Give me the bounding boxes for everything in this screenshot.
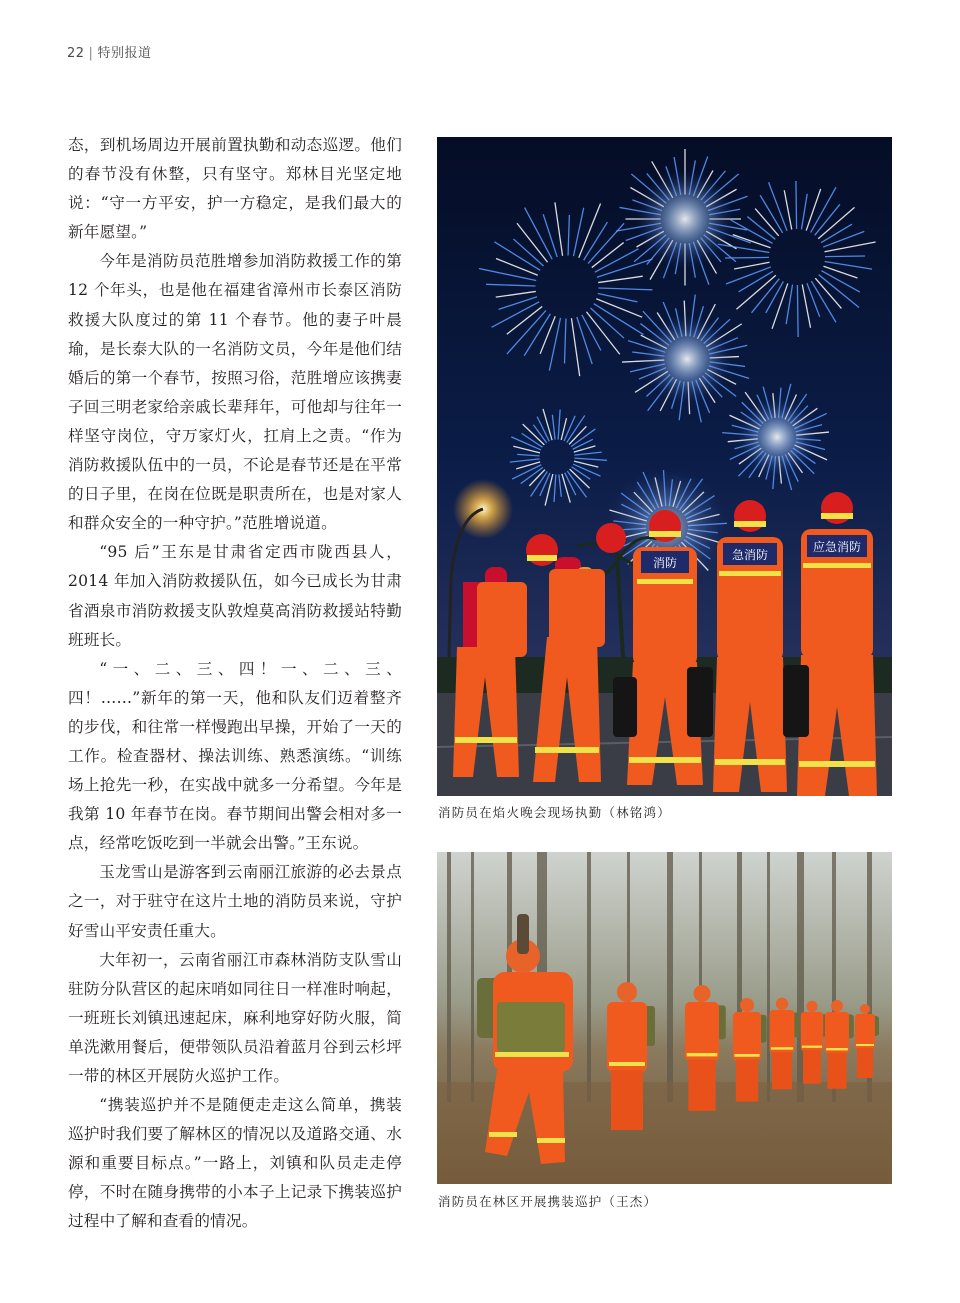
photo-caption-fireworks: 消防员在焰火晚会现场执勤（林铭鸿） xyxy=(438,805,671,820)
vest-label: 消防 xyxy=(652,556,678,570)
article-paragraph: 今年是消防员范胜增参加消防救援工作的第 12 个年头，也是他在福建省漳州市长泰区消防救援大队度过的第 11 个春节。他的妻子叶晨瑜，是长泰大队的一名消防文员，今年是他们结婚后的第一个春节，按照习俗，范胜增应该携妻子回三明老家给亲戚长辈拜年，可他却与往年一样坚守岗位，守万家灯火，扛肩上之责。“作为消防救援队伍中的一员，不论是春节还是在平常的日子里，在岗在位既是职责所在，也是对家人和群众安全的一种守护。”范胜增说道。 xyxy=(68,252,402,533)
firework-spark xyxy=(796,181,797,229)
tree-trunk xyxy=(767,852,770,1102)
article-paragraph: “95 后”王东是甘肃省定西市陇西县人，2014 年加入消防救援队伍，如今已成长为甘肃省酒泉市消防救援支队敦煌莫高消防救援站特勤班班长。 xyxy=(68,543,402,649)
tree-trunk xyxy=(447,852,451,1102)
header-divider: | xyxy=(88,46,94,61)
article-paragraph: 大年初一，云南省丽江市森林消防支队雪山驻防分队营区的起床哨如同往日一样准时响起，一班班长刘镇迅速起床，麻利地穿好防火服，简单洗漱用餐后，便带领队员沿着蓝月谷到云杉坪一带的林区开展防火巡护工作。 xyxy=(68,950,402,1085)
article-paragraph: “一、二、三、四！一、二、三、四！……”新年的第一天，他和队友们迈着整齐的步伐，和往常一样慢跑出早操，开始了一天的工作。检查器材、操法训练、熟悉演练。“训练场上抢先一秒，在实战中就多一分希望。今年是我第 10 年春节在岗。春节期间出警会相对多一点，经常吃饭吃到一半就会出警。”王东说。 xyxy=(68,659,402,853)
tree-trunk xyxy=(797,852,804,1102)
fireworks-duty-photo xyxy=(437,137,892,796)
article-paragraph: 态，到机场周边开展前置执勤和动态巡逻。他们的春节没有休整，只有坚守。郑林目光坚定地说：“守一方平安，护一方稳定，是我们最大的新年愿望。” xyxy=(68,136,402,242)
page-header xyxy=(67,42,151,61)
forest-patrol-photo xyxy=(437,852,892,1184)
section-title: 特别报道 xyxy=(97,46,152,61)
photo-caption-forest: 消防员在林区开展携装巡护（王杰） xyxy=(438,1194,658,1209)
tree-trunk xyxy=(471,852,474,1102)
firework-spark xyxy=(825,256,865,257)
article-body xyxy=(68,131,402,1237)
vest-label: 急消防 xyxy=(731,548,769,562)
firework-spark xyxy=(797,285,798,337)
tree-trunk xyxy=(587,852,591,1102)
vest-label: 应急消防 xyxy=(812,540,862,554)
tree-trunk xyxy=(667,852,673,1102)
page-number: 22 xyxy=(67,46,85,61)
article-paragraph: “携装巡护并不是随便走走这么简单，携装巡护时我们要了解林区的情况以及道路交通、水源和重要目标点。”一路上，刘镇和队员走走停停，不时在随身携带的小本子上记录下携装巡护过程中了解和查看的情况。 xyxy=(68,1096,402,1231)
article-paragraph: 玉龙雪山是游客到云南丽江旅游的必去景点之一，对于驻守在这片土地的消防员来说，守护好雪山平安责任重大。 xyxy=(68,863,402,940)
firework-spark xyxy=(725,257,769,258)
